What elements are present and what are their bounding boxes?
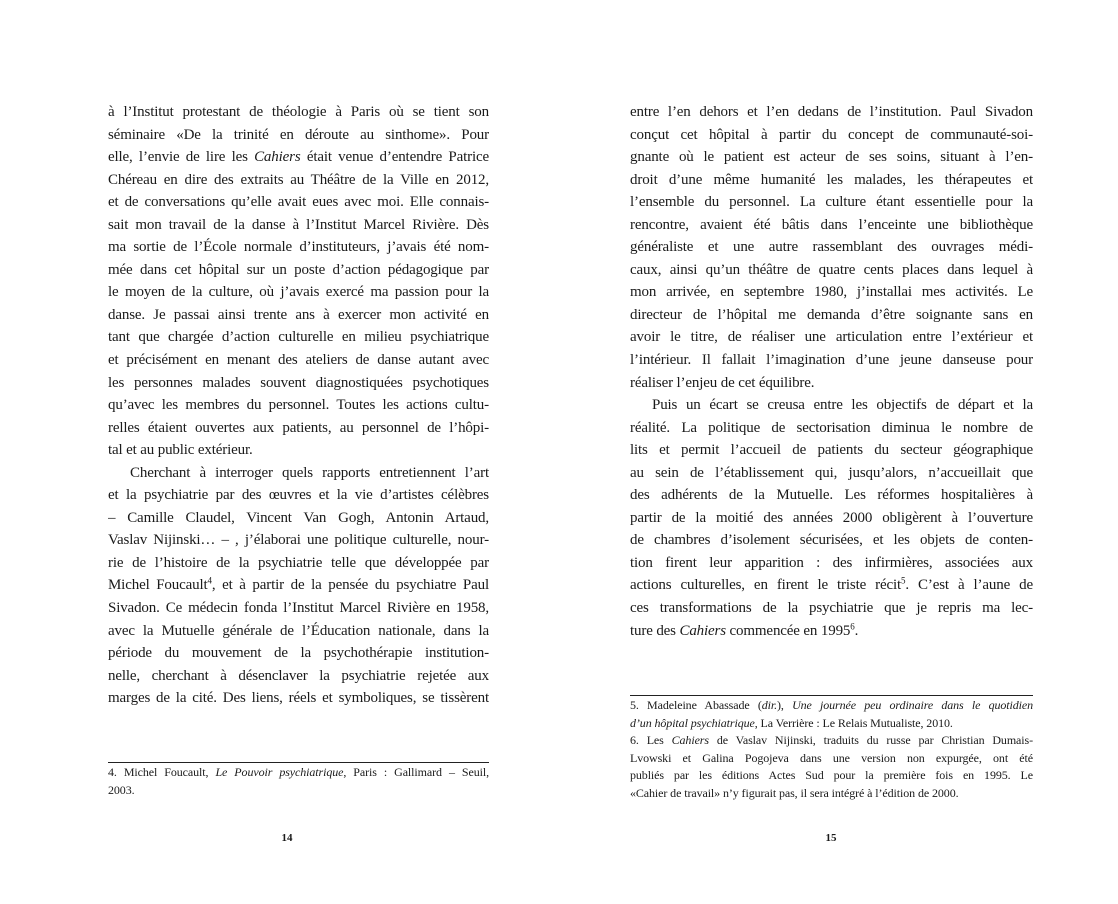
text-segment: nelle, cherchant à désenclaver la psychiatrie rejetée aux <box>108 667 489 684</box>
italic-text: dir. <box>761 698 778 712</box>
text-line <box>630 214 1033 237</box>
text-segment: conçut cet hôpital à partir du concept de communauté-soi- <box>630 126 1033 143</box>
text-segment: ces transformations de la psychiatrie que je repris ma lec- <box>630 600 1033 617</box>
text-line <box>630 507 1033 530</box>
text-segment: caux, ainsi qu’un théâtre de quatre cents places dans lequel à <box>630 261 1033 278</box>
text-segment: , La Verrière : Le Relais Mutualiste, 2010. <box>754 715 953 730</box>
left-body-text <box>108 101 489 710</box>
text-line <box>108 372 489 395</box>
text-line <box>108 665 489 688</box>
text-segment: Chéreau en dire des extraits au Théâtre de la Ville en 2012, <box>108 171 489 188</box>
footnote-divider <box>108 762 489 763</box>
text-line <box>630 732 1033 750</box>
text-line <box>108 484 489 507</box>
right-page <box>559 0 1118 904</box>
text-line <box>630 101 1033 124</box>
page-number: 15 <box>825 832 837 844</box>
text-segment: . <box>854 622 859 639</box>
text-line <box>108 574 489 597</box>
text-line <box>108 782 489 800</box>
text-segment: elle, l’envie de lire les <box>108 149 255 166</box>
text-segment: ture des <box>630 622 680 639</box>
text-segment: 6. Les <box>630 733 672 748</box>
text-line <box>108 597 489 620</box>
text-segment: directeur de l’hôpital me demanda d’être soignante sans en <box>630 306 1033 323</box>
text-line <box>630 597 1033 620</box>
text-segment: , Paris : Gallimard – Seuil, <box>343 765 489 779</box>
text-line <box>108 281 489 304</box>
text-line <box>108 214 489 237</box>
text-line <box>108 529 489 552</box>
text-segment: et la psychiatrie par des œuvres et la vie d’artistes célèbres <box>108 487 489 504</box>
text-segment: réalité. La politique de sectorisation diminua le nombre de <box>630 419 1033 436</box>
text-segment: droit d’une même humanité les malades, les thérapeutes et <box>630 171 1033 188</box>
text-segment: séminaire «De la trinité en déroute au sinthome». Pour <box>108 126 489 143</box>
text-segment: le moyen de la culture, où j’avais exercé ma passion pour la <box>108 284 489 301</box>
text-line <box>630 785 1033 803</box>
text-segment: tant que chargée d’action culturelle en milieu psychiatrique <box>108 329 489 346</box>
text-segment: de chambres d’isolement sécurisées, et les objets de conten- <box>630 532 1033 549</box>
text-segment: à l’Institut protestant de théologie à Paris où se tient son <box>108 104 489 120</box>
text-segment: qu’avec les membres du personnel. Toutes les actions cultu- <box>108 397 489 414</box>
text-line <box>108 687 489 710</box>
text-segment: danse. Je passai ainsi trente ans à exercer mon activité en <box>108 306 489 323</box>
text-segment: ), <box>777 698 793 712</box>
text-segment: lits et permit l’accueil de patients du secteur géographique <box>630 442 1033 459</box>
text-segment: avoir le titre, de réaliser une articulation entre l’extérieur et <box>630 329 1033 346</box>
text-line <box>108 304 489 327</box>
text-segment: l’intérieur. Il fallait l’imagination d’une jeune danseuse pour <box>630 352 1033 369</box>
text-segment: et de conversations qu’elle avait eues avec moi. Elle connais- <box>108 194 489 211</box>
footnote-divider <box>630 695 1033 696</box>
text-segment: Puis un écart se creusa entre les objectifs de départ et la <box>652 397 1033 414</box>
left-footnotes <box>108 764 489 799</box>
text-segment: rie de l’histoire de la psychiatrie telle que développée par <box>108 554 489 571</box>
text-line <box>108 236 489 259</box>
text-segment: entre l’en dehors et l’en dedans de l’institution. Paul Sivadon <box>630 104 1033 120</box>
italic-text: Cahiers <box>254 149 301 166</box>
text-segment: généraliste et une autre rassemblant des ouvrages médi- <box>630 239 1033 256</box>
text-segment: Lvowski et Galina Pogojeva dans une version non expurgée, ont été <box>630 750 1033 765</box>
text-line <box>108 169 489 192</box>
text-line <box>630 574 1033 597</box>
text-segment: «Cahier de travail» n’y figurait pas, il sera intégré à l’édition de 2000. <box>630 785 959 800</box>
text-segment: des adhérents de la Mutuelle. Les réformes hospitalières à <box>630 487 1033 504</box>
text-segment: . C’est à l’aune de <box>905 577 1033 594</box>
text-line <box>108 191 489 214</box>
text-line <box>108 552 489 575</box>
text-line <box>630 462 1033 485</box>
text-segment: actions culturelles, en firent le triste récit <box>630 577 902 594</box>
text-segment: rencontre, avaient été bâtis dans l’enceinte une bibliothèque <box>630 216 1033 233</box>
text-segment: – Camille Claudel, Vincent Van Gogh, Antonin Artaud, <box>108 509 489 526</box>
right-footnotes <box>630 697 1033 803</box>
text-line <box>108 507 489 530</box>
text-line <box>108 101 489 124</box>
text-line <box>630 439 1033 462</box>
italic-text: Cahiers <box>679 622 726 639</box>
text-segment: publiés par les éditions Actes Sud pour la première fois en 1995. Le <box>630 768 1033 783</box>
text-segment: était venue d’entendre Patrice <box>300 149 489 166</box>
text-line <box>630 715 1033 733</box>
text-segment: 5. Madeleine Abassade ( <box>630 698 762 712</box>
text-line <box>108 764 489 782</box>
text-line <box>630 281 1033 304</box>
text-segment: 2003. <box>108 782 135 797</box>
text-line <box>630 326 1033 349</box>
text-segment: réaliser l’enjeu de cet équilibre. <box>630 374 815 391</box>
italic-text: Une journée peu ordinaire dans le quotidien <box>792 698 1033 712</box>
text-segment: de Vaslav Nijinski, traduits du russe par Christian Dumais- <box>708 733 1033 748</box>
text-segment: commencée en 1995 <box>725 622 851 639</box>
text-line <box>630 304 1033 327</box>
text-line <box>108 146 489 169</box>
text-line <box>630 124 1033 147</box>
footnote-reference: 4 <box>207 576 212 587</box>
text-segment: marges de la cité. Des liens, réels et symboliques, se tissèrent <box>108 690 489 707</box>
text-segment: tal et au public extérieur. <box>108 442 253 459</box>
text-line <box>630 529 1033 552</box>
text-line <box>630 750 1033 768</box>
text-segment: tion firent leur apparition : des infirmières, associées aux <box>630 554 1033 571</box>
text-line <box>108 326 489 349</box>
text-segment: avec la Mutuelle générale de l’Éducation nationale, dans la <box>108 622 489 639</box>
text-segment: 4. Michel Foucault, <box>108 765 216 779</box>
text-line <box>630 236 1033 259</box>
text-segment: l’ensemble du personnel. La culture étant essentielle pour la <box>630 194 1033 211</box>
text-line <box>630 552 1033 575</box>
text-segment: sait mon travail de la danse à l’Institut Marcel Rivière. Dès <box>108 216 489 233</box>
text-segment: Vaslav Nijinski… – , j’élaborai une politique culturelle, nour- <box>108 532 489 549</box>
italic-text: d’un hôpital psychiatrique <box>630 715 755 730</box>
text-line <box>108 124 489 147</box>
text-line <box>630 767 1033 785</box>
text-line <box>630 259 1033 282</box>
text-line <box>630 620 1033 643</box>
text-line <box>108 462 489 485</box>
text-segment: ma sortie de l’École normale d’instituteurs, j’avais été nom- <box>108 239 489 256</box>
text-segment: au sein de l’établissement qui, jusqu’alors, n’accueillait que <box>630 464 1033 481</box>
text-segment: Michel Foucault <box>108 577 208 594</box>
footnote-reference: 5 <box>901 576 906 587</box>
text-segment: relles étaient ouvertes aux patients, au personnel de l’hôpi- <box>108 419 489 436</box>
text-segment: mée dans cet hôpital sur un poste d’action pédagogique par <box>108 261 489 278</box>
text-line <box>630 191 1033 214</box>
italic-text: Cahiers <box>671 733 709 748</box>
text-segment: les personnes malades souvent diagnostiquées psychotiques <box>108 374 489 391</box>
text-line <box>630 417 1033 440</box>
page-number: 14 <box>281 832 293 844</box>
text-line <box>108 349 489 372</box>
text-segment: partir de la moitié des années 2000 obligèrent à l’ouverture <box>630 509 1033 526</box>
text-line <box>630 484 1033 507</box>
text-segment: gnante où le patient est acteur de ses soins, situant à l’en- <box>630 149 1033 166</box>
text-segment: et précisément en menant des ateliers de danse autant avec <box>108 352 489 369</box>
text-segment: Cherchant à interroger quels rapports entretiennent l’art <box>130 464 489 481</box>
text-segment: Sivadon. Ce médecin fonda l’Institut Marcel Rivière en 1958, <box>108 600 489 617</box>
text-segment: , et à partir de la pensée du psychiatre Paul <box>211 577 489 594</box>
text-line <box>630 697 1033 715</box>
text-segment: période du mouvement de la psychothérapie institution- <box>108 645 489 662</box>
text-line <box>108 439 489 462</box>
text-line <box>630 394 1033 417</box>
text-line <box>108 259 489 282</box>
right-body-text <box>630 101 1033 642</box>
text-line <box>630 372 1033 395</box>
text-segment: mon arrivée, en septembre 1980, j’installai mes activités. Le <box>630 284 1033 301</box>
footnote-reference: 6 <box>850 621 855 632</box>
text-line <box>630 146 1033 169</box>
text-line <box>630 349 1033 372</box>
text-line <box>108 642 489 665</box>
italic-text: Le Pouvoir psychiatrique <box>215 765 344 779</box>
text-line <box>108 417 489 440</box>
text-line <box>630 169 1033 192</box>
text-line <box>108 620 489 643</box>
text-line <box>108 394 489 417</box>
